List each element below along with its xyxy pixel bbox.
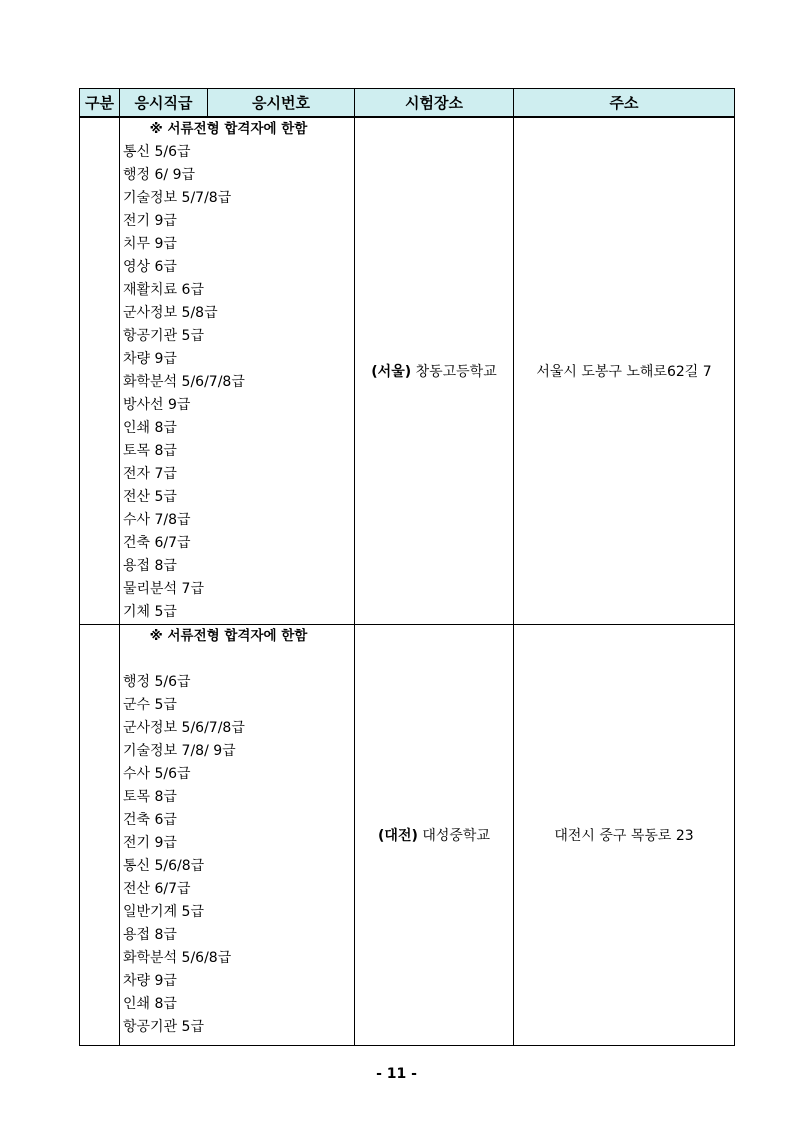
header-venue: 시험장소 [355, 89, 514, 118]
list-item: 영상 6급 [123, 259, 177, 275]
exam-venue-table [79, 88, 735, 1046]
list-item: 물리분석 7급 [123, 581, 204, 597]
address-cell: 대전시 중구 목동로 23 [514, 625, 735, 1046]
page-number: - 11 - [376, 1066, 417, 1082]
header-address: 주소 [514, 89, 735, 118]
list-item: 기체 5급 [123, 604, 177, 620]
header-row [80, 89, 735, 118]
category-cell [80, 625, 120, 1046]
venue-cell [355, 117, 514, 625]
list-item: 재활치료 6급 [123, 282, 204, 298]
list-item: 통신 5/6/8급 [123, 858, 205, 874]
list-item: 기술정보 5/7/8급 [123, 190, 232, 206]
list-item: 차량 9급 [123, 973, 177, 989]
table-row [80, 117, 735, 625]
header-grade: 응시직급 [120, 89, 208, 118]
list-item: 건축 6/7급 [123, 535, 191, 551]
list-item: 항공기관 5급 [123, 1019, 204, 1035]
list-item: 수사 5/6급 [123, 766, 191, 782]
list-item: 행정 6/ 9급 [123, 167, 196, 183]
list-item: 전자 7급 [123, 466, 177, 482]
list-item: 전산 6/7급 [123, 881, 191, 897]
header-category: 구분 [80, 89, 120, 118]
list-item: 기술정보 7/8/ 9급 [123, 743, 236, 759]
list-item: 용접 8급 [123, 927, 177, 943]
list-item: 전기 9급 [123, 213, 177, 229]
venue-name: 대성중학교 [422, 828, 490, 844]
address-cell: 서울시 도봉구 노해로62길 7 [514, 117, 735, 625]
eligibility-note: ※ 서류전형 합격자에 한함 [149, 121, 308, 137]
eligibility-note: ※ 서류전형 합격자에 한함 [149, 628, 308, 644]
list-item: 군사정보 5/8급 [123, 305, 218, 321]
list-item: 군사정보 5/6/7/8급 [123, 720, 245, 736]
list-item: 토목 8급 [123, 789, 177, 805]
list-item: 전기 9급 [123, 835, 177, 851]
venue-region: (서울) [371, 364, 412, 380]
list-item: 차량 9급 [123, 351, 177, 367]
table-row [80, 625, 735, 1046]
venue-cell [355, 625, 514, 1046]
venue-name: 창동고등학교 [415, 364, 497, 380]
list-item: 통신 5/6급 [123, 144, 191, 160]
grade-list-cell [120, 625, 355, 1046]
category-cell [80, 117, 120, 625]
venue-region: (대전) [378, 828, 418, 844]
spacer [123, 648, 354, 671]
list-item: 행정 5/6급 [123, 674, 191, 690]
list-item: 화학분석 5/6/8급 [123, 950, 232, 966]
list-item: 토목 8급 [123, 443, 177, 459]
list-item: 일반기계 5급 [123, 904, 204, 920]
list-item: 수사 7/8급 [123, 512, 191, 528]
header-number: 응시번호 [208, 89, 355, 118]
list-item: 군수 5급 [123, 697, 177, 713]
list-item: 화학분석 5/6/7/8급 [123, 374, 245, 390]
list-item: 인쇄 8급 [123, 996, 177, 1012]
list-item: 방사선 9급 [123, 397, 191, 413]
list-item: 항공기관 5급 [123, 328, 204, 344]
list-item: 용접 8급 [123, 558, 177, 574]
grade-list-cell [120, 117, 355, 625]
list-item: 전산 5급 [123, 489, 177, 505]
list-item: 건축 6급 [123, 812, 177, 828]
list-item: 치무 9급 [123, 236, 177, 252]
list-item: 인쇄 8급 [123, 420, 177, 436]
